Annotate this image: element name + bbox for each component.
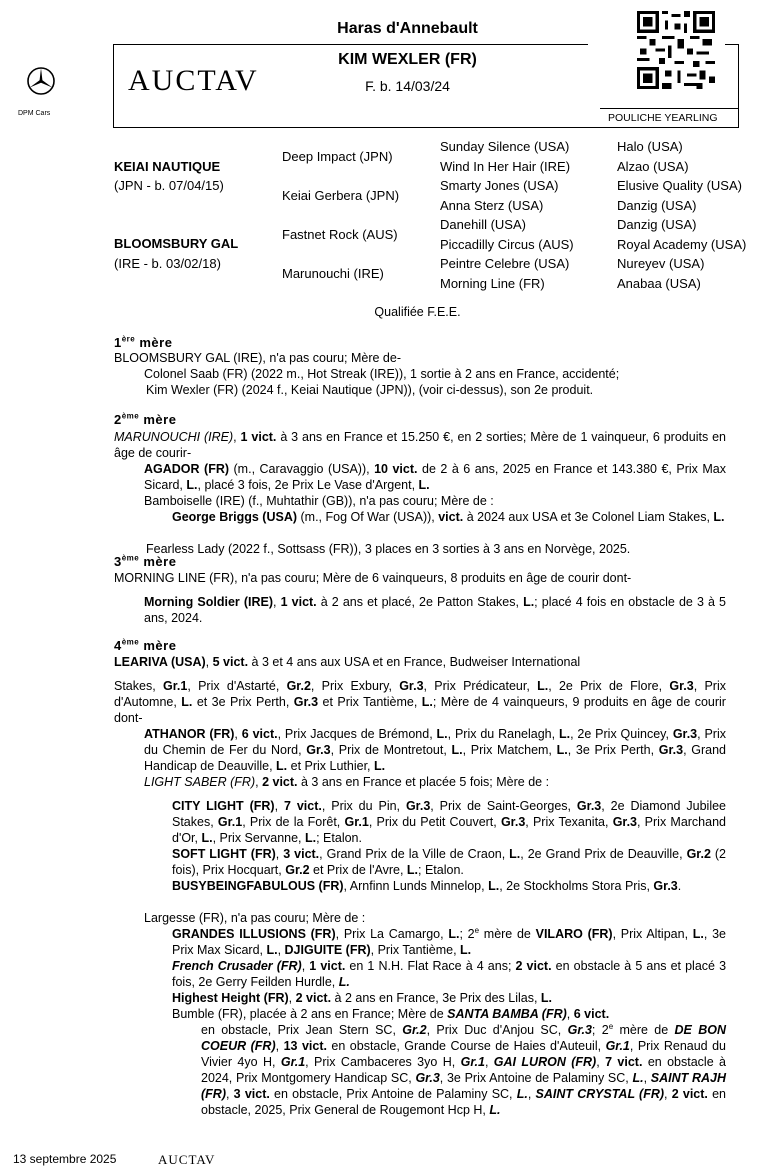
- pedigree-gen3: Peintre Celebre (USA): [440, 256, 570, 271]
- pedigree-gen4: Danzig (USA): [617, 198, 697, 213]
- text-block: Kim Wexler (FR) (2024 f., Keiai Nautique (JPN)), (voir ci-dessus), son 2e produit.: [146, 383, 594, 397]
- text-block: Highest Height (FR), 2 vict. à 2 ans en France, 3e Prix des Lilas, L.: [172, 991, 553, 1005]
- pedigree-gen3: Piccadilly Circus (AUS): [440, 237, 574, 252]
- brand-label: DPM Cars: [18, 110, 51, 117]
- category-label: POULICHE YEARLING: [608, 112, 718, 124]
- auctav-logo: AUCTAV: [128, 64, 259, 97]
- section-heading-1: 1ère mère: [114, 334, 173, 350]
- text-block: Stakes, Gr.1, Prix d'Astarté, Gr.2, Prix Exbury, Gr.3, Prix Prédicateur, L., 2e Prix de Flore, Gr.3, Prix d'Automne, L. et 3e Prix Perth, Gr.3 et Prix Tantième, L.; Mère de 4 vainqueurs, 9 produits en âge de courir dont-: [114, 679, 726, 725]
- dam-name: BLOOMSBURY GAL: [114, 236, 239, 251]
- text-block: French Crusader (FR), 1 vict. en 1 N.H. Flat Race à 4 ans; 2 vict. en obstacle à 5 ans et placé 3 fois, 2e Gerry Feilden Hurdle, L.: [172, 959, 727, 989]
- text-block: AGADOR (FR) (m., Caravaggio (USA)), 10 vict. de 2 à 6 ans, 2025 en France et 143.380 €, Prix Max Sicard, L., placé 3 fois, 2e Prix Le Vase d'Argent, L.: [144, 462, 726, 492]
- text-block: BUSYBEINGFABULOUS (FR), Arnfinn Lunds Minnelop, L., 2e Stockholms Stora Pris, Gr.3.: [172, 879, 682, 893]
- text-block: ATHANOR (FR), 6 vict., Prix Jacques de Brémond, L., Prix du Ranelagh, L., 2e Prix Quincey, Gr.3, Prix du Chemin de Fer du Nord, Gr.3, Prix de Montretout, L., Prix Matchem, L., 3e Prix Perth, Gr.3, Grand Handicap de Deauville, L. et Prix Luthier, L.: [144, 727, 727, 773]
- pedigree-gen4: Royal Academy (USA): [617, 237, 747, 252]
- section-heading-2: 2ème mère: [114, 411, 177, 427]
- pedigree-gen4: Anabaa (USA): [617, 276, 701, 291]
- category-divider: [600, 108, 739, 109]
- text-block: en obstacle, Prix Jean Stern SC, Gr.2, Prix Duc d'Anjou SC, Gr.3; 2e mère de DE BON COEUR (FR), 13 vict. en obstacle, Grande Course de Haies d'Auteuil, Gr.1, Prix Renaud du Vivier 4yo H, Gr.1, Prix Cambaceres 3yo H, Gr.1, GAI LURON (FR), 7 vict. en obstacle à 2024, Prix Montgomery Handicap SC, Gr.3, 3e Prix Antoine de Palaminy SC, L., SAINT RAJH (FR), 3 vict. en obstacle, Prix Antoine de Palaminy SC, L., SAINT CRYSTAL (FR), 2 vict. en obstacle, 2025, Prix General de Rougemont Hcp H, L.: [201, 1021, 727, 1117]
- footer-date: 13 septembre 2025: [13, 1152, 117, 1166]
- pedigree-gen4: Nureyev (USA): [617, 256, 705, 271]
- text-block: GRANDES ILLUSIONS (FR), Prix La Camargo, L.; 2e mère de VILARO (FR), Prix Altipan, L., 3e Prix Max Sicard, L., DJIGUITE (FR), Prix Tantième, L.: [172, 925, 726, 957]
- text-block: SOFT LIGHT (FR), 3 vict., Grand Prix de la Ville de Craon, L., 2e Grand Prix de Deauville, Gr.2 (2 fois), Prix Hocquart, Gr.2 et Prix de l'Avre, L.; Etalon.: [172, 847, 726, 877]
- text-block: CITY LIGHT (FR), 7 vict., Prix du Pin, Gr.3, Prix de Saint-Georges, Gr.3, 2e Diamond Jubilee Stakes, Gr.1, Prix de la Forêt, Gr.1, Prix du Petit Couvert, Gr.3, Prix Texanita, Gr.3, Prix Marchand d'Or, L., Prix Servanne, L.; Etalon.: [172, 799, 727, 845]
- pedigree-gen4: Elusive Quality (USA): [617, 178, 742, 193]
- qualification: Qualifiée F.E.E.: [374, 305, 461, 319]
- text-block: Morning Soldier (IRE), 1 vict. à 2 ans et placé, 2e Patton Stakes, L.; placé 4 fois en obstacle de 3 à 5 ans, 2024.: [144, 595, 726, 625]
- text-block: Colonel Saab (FR) (2022 m., Hot Streak (IRE)), 1 sortie à 2 ans en France, accidenté;: [144, 367, 620, 381]
- pedigree-gen3: Morning Line (FR): [440, 276, 545, 291]
- pedigree-gen2: Marunouchi (IRE): [282, 266, 384, 281]
- pedigree-gen4: Danzig (USA): [617, 217, 697, 232]
- text-block: Largesse (FR), n'a pas couru; Mère de :: [144, 911, 366, 925]
- sex-birthdate: F. b. 14/03/24: [365, 78, 450, 94]
- section-heading-4: 4ème mère: [114, 637, 177, 653]
- pedigree-gen2: Deep Impact (JPN): [282, 149, 393, 164]
- text-block: Bamboiselle (IRE) (f., Muhtathir (GB)), n'a pas couru; Mère de :: [144, 494, 494, 508]
- footer-logo: AUCTAV: [158, 1152, 216, 1167]
- sire-name: KEIAI NAUTIQUE: [114, 159, 221, 174]
- pedigree-gen2: Fastnet Rock (AUS): [282, 227, 398, 242]
- pedigree-gen3: Smarty Jones (USA): [440, 178, 559, 193]
- text-block: LIGHT SABER (FR), 2 vict. à 3 ans en France et placée 5 fois; Mère de :: [144, 775, 550, 789]
- text-block: LEARIVA (USA), 5 vict. à 3 et 4 ans aux USA et en France, Budweiser International: [114, 655, 581, 669]
- text-block: BLOOMSBURY GAL (IRE), n'a pas couru; Mère de-: [114, 351, 401, 365]
- pedigree-gen4: Alzao (USA): [617, 159, 689, 174]
- qr-code-icon: [637, 11, 715, 89]
- pedigree-gen2: Keiai Gerbera (JPN): [282, 188, 400, 203]
- pedigree-gen3: Sunday Silence (USA): [440, 139, 570, 154]
- horse-name: KIM WEXLER (FR): [338, 51, 477, 68]
- text-block: MARUNOUCHI (IRE), 1 vict. à 3 ans en France et 15.250 €, en 2 sorties; Mère de 1 vainqueur, 6 produits en âge de courir-: [114, 430, 727, 460]
- haras-name: Haras d'Annebault: [337, 20, 478, 37]
- pedigree-gen4: Halo (USA): [617, 139, 683, 154]
- pedigree-gen3: Anna Sterz (USA): [440, 198, 544, 213]
- sire-info: (JPN - b. 07/04/15): [114, 178, 224, 193]
- text-block: Bumble (FR), placée à 2 ans en France; Mère de SANTA BAMBA (FR), 6 vict.: [172, 1007, 610, 1021]
- pedigree-gen3: Wind In Her Hair (IRE): [440, 159, 571, 174]
- text-block: MORNING LINE (FR), n'a pas couru; Mère de 6 vainqueurs, 8 produits en âge de courir dont-: [114, 571, 632, 585]
- text-block: George Briggs (USA) (m., Fog Of War (USA)), vict. à 2024 aux USA et 3e Colonel Liam Stakes, L.: [172, 510, 725, 524]
- text-block: Fearless Lady (2022 f., Sottsass (FR)), 3 places en 3 sorties à 3 ans en Norvège, 2025.: [146, 542, 631, 556]
- section-heading-3: 3ème mère: [114, 553, 177, 569]
- pedigree-gen3: Danehill (USA): [440, 217, 526, 232]
- dam-info: (IRE - b. 03/02/18): [114, 256, 221, 271]
